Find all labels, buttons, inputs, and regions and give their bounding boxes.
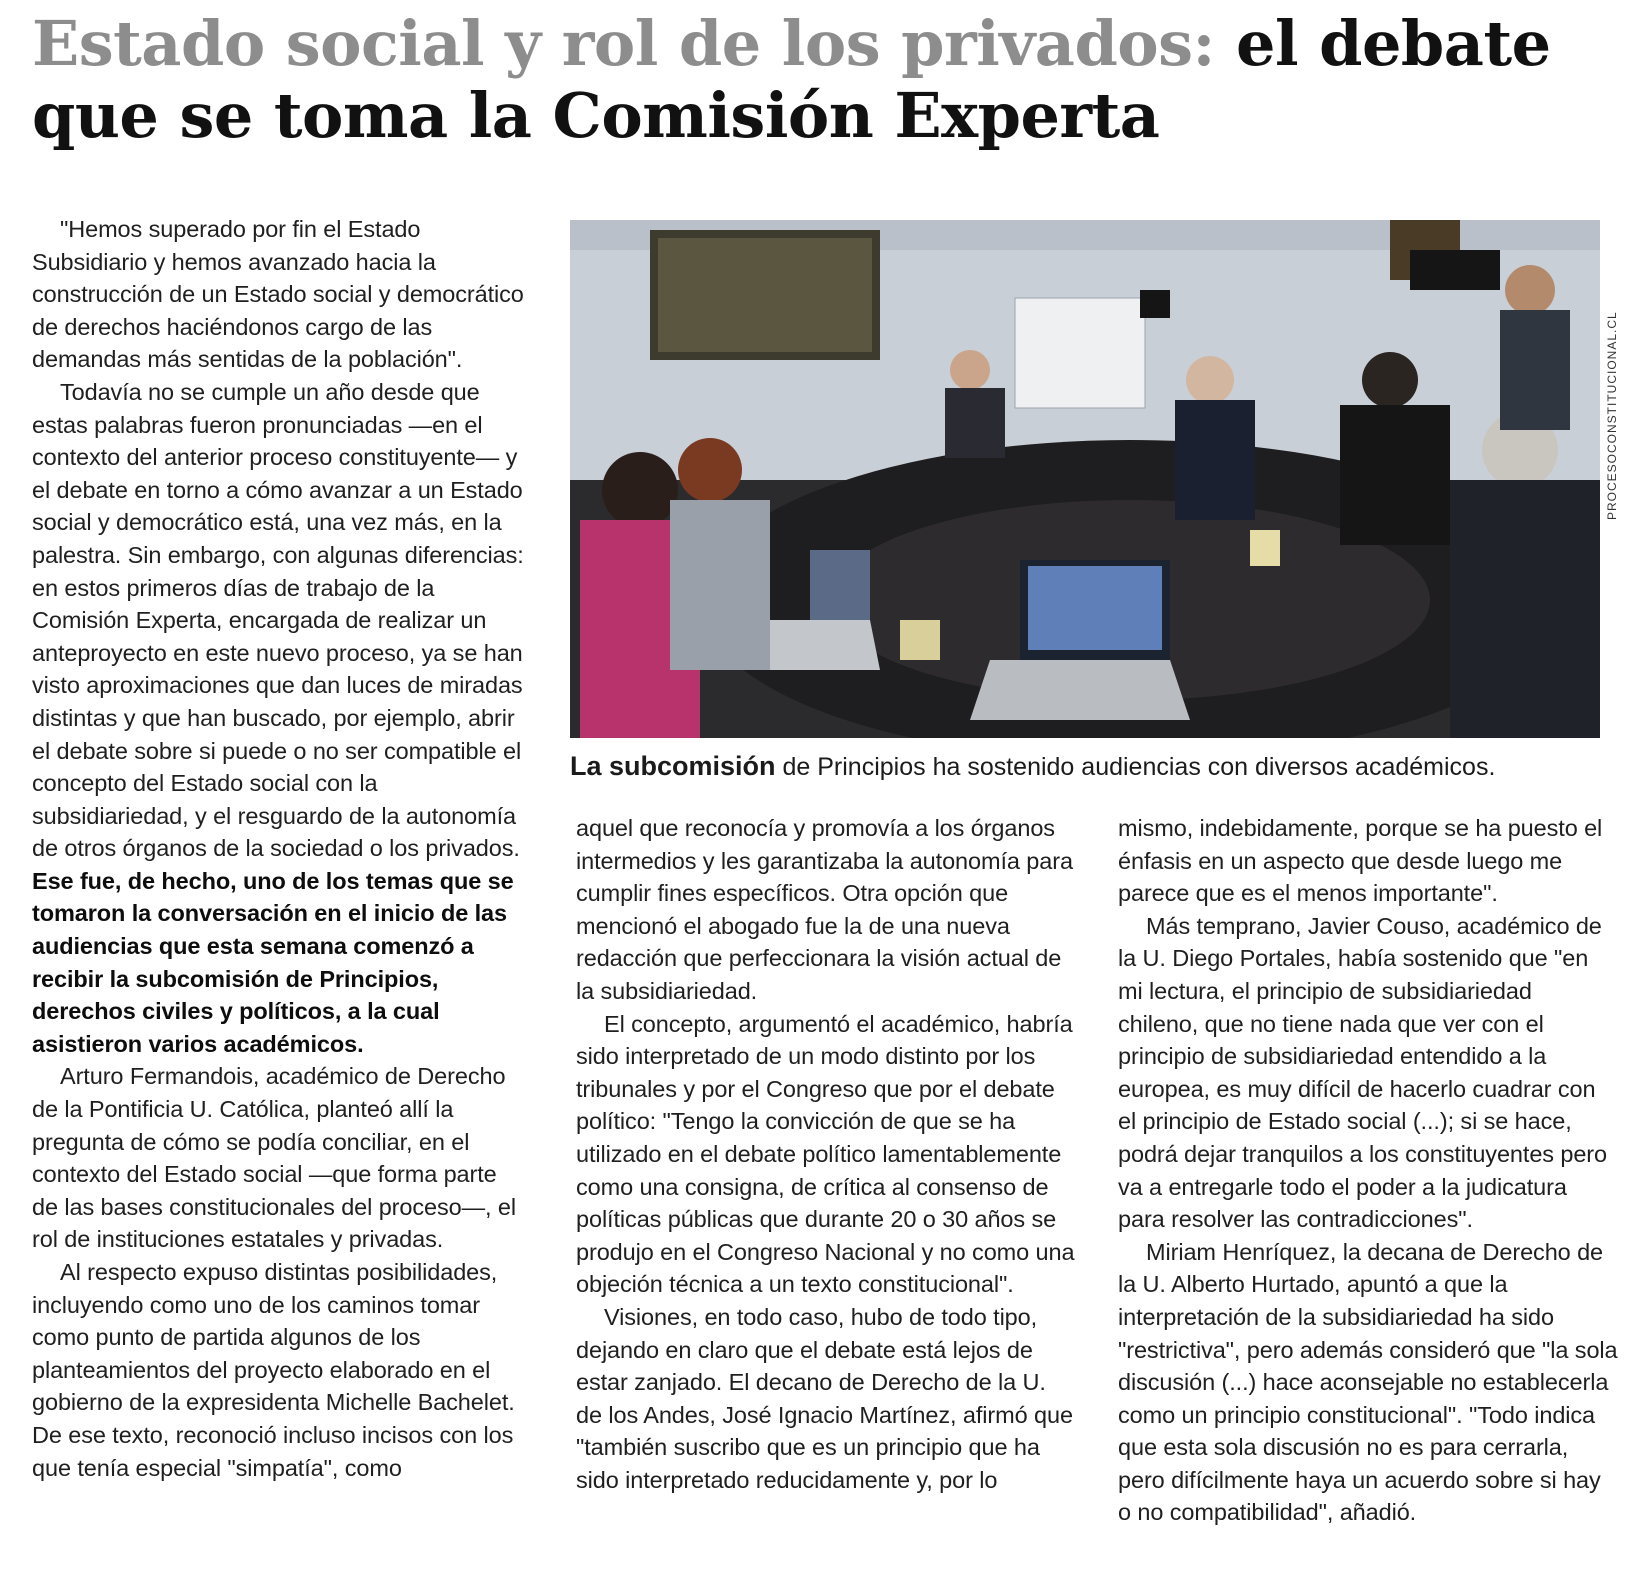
caption-lead: La subcomisión [570, 751, 776, 781]
col3-paragraph-1: mismo, indebidamente, porque se ha puesto el énfasis en un aspecto que desde luego me parece que es el menos importante". [1118, 815, 1603, 907]
headline-part-dark: el debate que se toma la Comisión Experta [32, 7, 1551, 152]
news-photo-meeting [570, 220, 1600, 738]
article-column-3 [1118, 812, 1618, 1529]
col1-highlight-paragraph: Ese fue, de hecho, uno de los temas que se tomaron la conversación en el inicio de las audiencias que esta semana comenzó a recibir la subcomisión de Principios, derechos civiles y políticos, a la cual asistieron varios académicos. [32, 867, 514, 1057]
col2-paragraph-1: aquel que reconocía y promovía a los órganos intermedios y les garantizaba la autonomía para cumplir fines específicos. Otra opción que mencionó el abogado fue la de una nueva redacción que perfeccionara la visión actual de la subsidiariedad. [576, 815, 1073, 1004]
caption-text: de Principios ha sostenido audiencias con diversos académicos. [775, 753, 1496, 781]
headline-part-gray: Estado social y rol de los privados: [32, 7, 1215, 80]
col2-paragraph-3: Visiones, en todo caso, hubo de todo tipo, dejando en claro que el debate está lejos de estar zanjado. El decano de Derecho de la U. de los Andes, José Ignacio Martínez, afirmó que "también suscribo que es un principio que ha sido interpretado reducidamente y, por lo [576, 1303, 1073, 1493]
photo-illustration [570, 220, 1600, 738]
headline [32, 8, 1622, 152]
col1-paragraph-2: Todavía no se cumple un año desde que estas palabras fueron pronunciadas —en el contexto del anterior proceso constituyente— y el debate en torno a cómo avanzar a un Estado social y democrático está, una vez más, en la palestra. Sin embargo, con algunas diferencias: en estos primeros días de trabajo de la Comisión Experta, encargada de realizar un anteproyecto en este nuevo proceso, ya se han visto aproximaciones que dan luces de miradas distintas y que han buscado, por ejemplo, abrir el debate sobre si puede o no ser compatible el concepto del Estado social con la subsidiariedad, y el resguardo de la autonomía de otros órganos de la sociedad o los privados. [32, 378, 524, 862]
photo-credit: PROCESOCONSTITUCIONAL.CL [1605, 311, 1619, 520]
col3-paragraph-3: Miriam Henríquez, la decana de Derecho de la U. Alberto Hurtado, apuntó a que la interpretación de la subsidiariedad ha sido "restrictiva", pero además consideró que "la sola discusión (...) hace aconsejable no establecerla como un principio constitucional". "Todo indica que esta sola discusión no es para cerrarla, pero difícilmente haya un acuerdo sobre si hay o no compatibilidad", añadió. [1118, 1238, 1618, 1526]
col1-paragraph-5: Al respecto expuso distintas posibilidades, incluyendo como uno de los caminos tomar como punto de partida algunos de los planteamientos del proyecto elaborado en el gobierno de la expresidenta Michelle Bachelet. De ese texto, reconoció incluso incisos con los que tenía especial "simpatía", como [32, 1259, 515, 1481]
col1-paragraph-4: Arturo Fermandois, académico de Derecho de la Pontificia U. Católica, planteó allí la pregunta de cómo se podía conciliar, en el contexto del Estado social —que forma parte de las bases constitucionales del proceso—, el rol de instituciones estatales y privadas. [32, 1063, 516, 1253]
article-column-2 [576, 812, 1076, 1496]
photo-caption [570, 750, 1610, 783]
col2-paragraph-2: El concepto, argumentó el académico, habría sido interpretado de un modo distinto por los tribunales y por el Congreso que por el debate político: "Tengo la convicción de que se ha utilizado en el debate político lamentablemente como una consigna, de crítica al consenso de políticas públicas que durante 20 o 30 años se produjo en el Congreso Nacional y no como una objeción técnica a un texto constitucional". [576, 1010, 1075, 1298]
col1-paragraph-1: "Hemos superado por fin el Estado Subsidiario y hemos avanzado hacia la construcción de un Estado social y democrático de derechos haciéndonos cargo de las demandas más sentidas de la población". [32, 216, 524, 373]
col3-paragraph-2: Más temprano, Javier Couso, académico de la U. Diego Portales, había sostenido que "en mi lectura, el principio de subsidiariedad chileno, que no tiene nada que ver con el principio de subsidiariedad entendido a la europea, es muy difícil de hacerlo cuadrar con el principio de Estado social (...); si se hace, podrá dejar tranquilos a los constituyentes pero va a entregarle todo el poder a la judicatura para resolver las contradicciones". [1118, 912, 1607, 1233]
article-column-1 [32, 213, 528, 1484]
